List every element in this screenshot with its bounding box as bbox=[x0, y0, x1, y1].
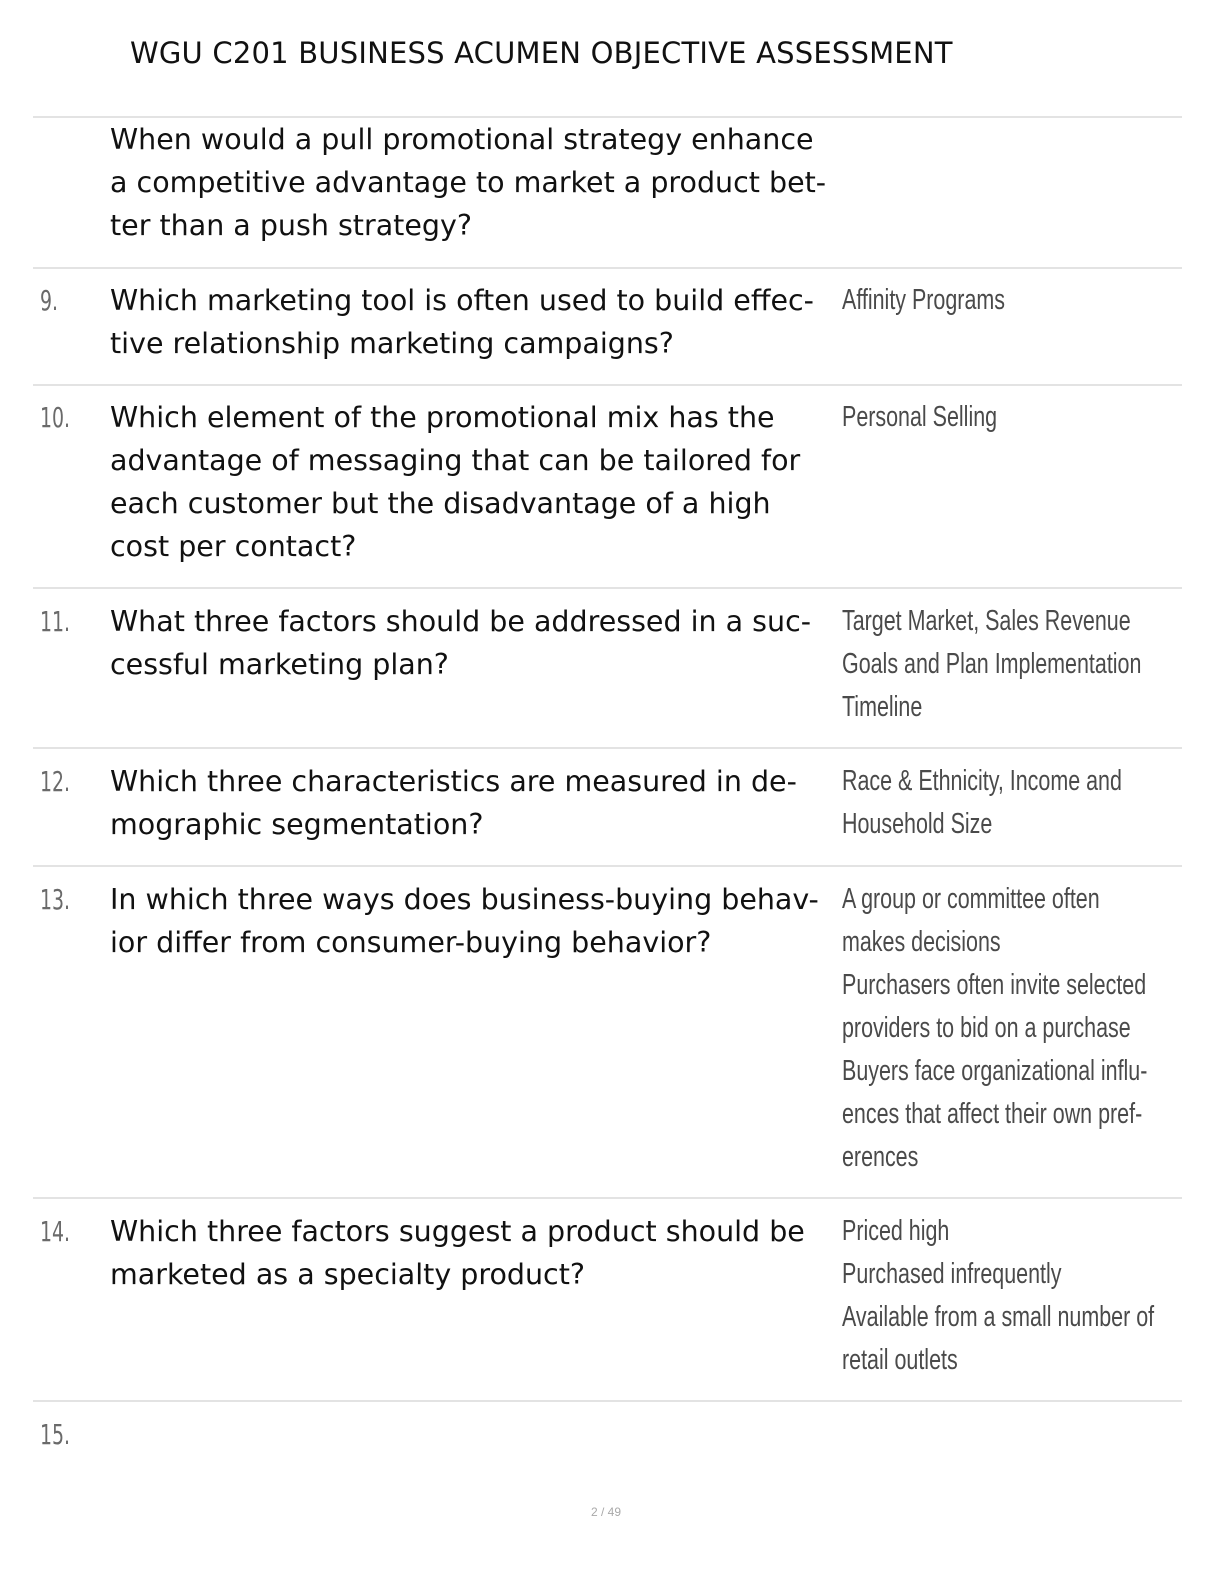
question-text bbox=[110, 396, 835, 568]
divider bbox=[33, 1400, 1182, 1402]
divider bbox=[33, 267, 1182, 269]
divider bbox=[33, 747, 1182, 749]
divider bbox=[33, 865, 1182, 867]
question-number: 13. bbox=[40, 883, 71, 916]
answer-text bbox=[842, 1210, 1224, 1382]
question-text bbox=[110, 600, 835, 686]
question-line: Which element of the promotional mix has the bbox=[110, 401, 775, 434]
question-line: ior differ from consumer-buying behavior? bbox=[110, 926, 712, 959]
question-text bbox=[110, 1210, 835, 1296]
answer-line: providers to bid on a purchase bbox=[842, 1012, 1131, 1044]
question-line: marketed as a specialty product? bbox=[110, 1258, 586, 1291]
answer-line: Race & Ethnicity, Income and bbox=[842, 765, 1122, 797]
answer-line: Available from a small number of bbox=[842, 1301, 1155, 1333]
page-number: 2 / 49 bbox=[590, 1505, 622, 1519]
answer-line: Purchasers often invite selected bbox=[842, 969, 1147, 1001]
answer-line: Purchased infrequently bbox=[842, 1258, 1062, 1290]
answer-line: Goals and Plan Implementation bbox=[842, 648, 1142, 680]
answer-line: ences that affect their own pref- bbox=[842, 1098, 1143, 1130]
question-text bbox=[110, 279, 835, 365]
answer-text bbox=[842, 760, 1220, 846]
question-line: Which three characteristics are measured in de- bbox=[110, 765, 797, 798]
answer-line: erences bbox=[842, 1141, 919, 1173]
answer-line: Buyers face organizational influ- bbox=[842, 1055, 1148, 1087]
answer-text bbox=[842, 396, 1052, 439]
question-line: advantage of messaging that can be tailored for bbox=[110, 444, 801, 477]
question-line: Which marketing tool is often used to build effec- bbox=[110, 284, 814, 317]
divider bbox=[33, 384, 1182, 386]
question-text bbox=[110, 760, 835, 846]
answer-line: A group or committee often bbox=[842, 883, 1100, 915]
question-text bbox=[110, 878, 835, 964]
question-line: each customer but the disadvantage of a high bbox=[110, 487, 771, 520]
answer-line: Affinity Programs bbox=[842, 284, 1005, 316]
question-number: 14. bbox=[40, 1215, 71, 1248]
question-line: cessful marketing plan? bbox=[110, 648, 449, 681]
page-title: WGU C201 BUSINESS ACUMEN OBJECTIVE ASSESSMENT bbox=[130, 36, 953, 70]
question-number: 9. bbox=[40, 284, 59, 317]
divider bbox=[33, 587, 1182, 589]
question-number: 10. bbox=[40, 401, 71, 434]
answer-line: Priced high bbox=[842, 1215, 950, 1247]
divider bbox=[33, 1197, 1182, 1199]
answer-line: Personal Selling bbox=[842, 401, 998, 433]
question-line: cost per contact? bbox=[110, 530, 357, 563]
question-line: In which three ways does business-buying behav- bbox=[110, 883, 819, 916]
question-line: Which three factors suggest a product should be bbox=[110, 1215, 805, 1248]
question-number: 15. bbox=[40, 1418, 71, 1451]
question-line: When would a pull promotional strategy enhance bbox=[110, 123, 814, 156]
answer-text bbox=[842, 279, 1062, 322]
question-line: a competitive advantage to market a product bet- bbox=[110, 166, 827, 199]
answer-line: Household Size bbox=[842, 808, 993, 840]
answer-line: Target Market, Sales Revenue bbox=[842, 605, 1131, 637]
answer-line: makes decisions bbox=[842, 926, 1001, 958]
question-line: mographic segmentation? bbox=[110, 808, 484, 841]
answer-line: retail outlets bbox=[842, 1344, 958, 1376]
answer-text bbox=[842, 878, 1224, 1179]
question-line: What three factors should be addressed in a suc- bbox=[110, 605, 812, 638]
question-text bbox=[110, 118, 835, 247]
question-line: ter than a push strategy? bbox=[110, 209, 472, 242]
question-number: 12. bbox=[40, 765, 71, 798]
answer-line: Timeline bbox=[842, 691, 923, 723]
question-number: 11. bbox=[40, 605, 71, 638]
answer-text bbox=[842, 600, 1224, 729]
question-line: tive relationship marketing campaigns? bbox=[110, 327, 674, 360]
